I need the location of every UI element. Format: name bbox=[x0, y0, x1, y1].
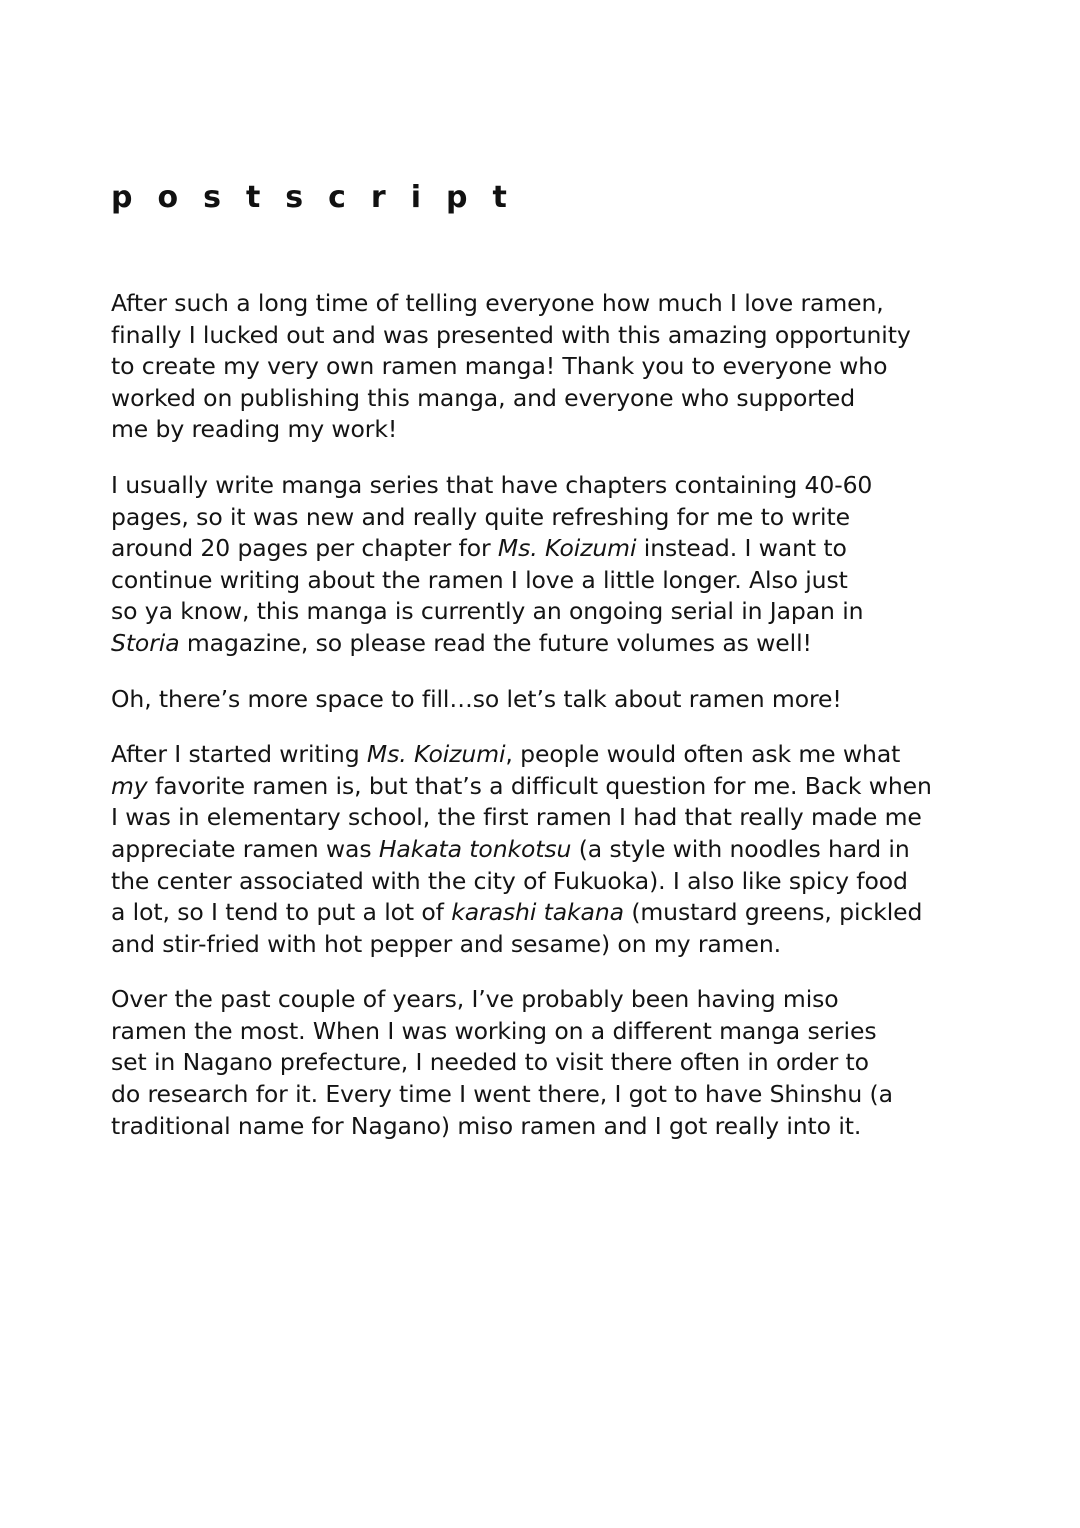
text-line bbox=[111, 596, 991, 628]
text-segment: After such a long time of telling everyone how much I love ramen, bbox=[111, 289, 884, 317]
text-segment: , people would often ask me what bbox=[505, 740, 901, 769]
text-segment: set in Nagano prefecture, I needed to visit there often in order to bbox=[111, 1048, 869, 1077]
text-segment: (mustard greens, pickled bbox=[623, 898, 923, 927]
text-line bbox=[111, 739, 991, 771]
text-segment: a lot, so I tend to put a lot of bbox=[111, 898, 452, 927]
text-segment: continue writing about the ramen I love a little longer. Also just bbox=[111, 565, 848, 594]
text-line bbox=[111, 565, 991, 597]
body-text bbox=[111, 288, 991, 1142]
text-line bbox=[111, 834, 991, 866]
text-line bbox=[111, 351, 991, 383]
text-line bbox=[111, 1111, 991, 1143]
text-segment: finally I lucked out and was presented with this amazing opportunity bbox=[111, 320, 911, 349]
italic-text: Storia bbox=[111, 628, 180, 657]
text-line bbox=[111, 288, 991, 320]
paragraph bbox=[111, 470, 991, 660]
text-segment: me by reading my work! bbox=[111, 415, 398, 444]
text-segment: so ya know, this manga is currently an ongoing serial in Japan in bbox=[111, 597, 864, 626]
text-line bbox=[111, 383, 991, 415]
text-line bbox=[111, 533, 991, 565]
text-line bbox=[111, 984, 991, 1016]
text-line bbox=[111, 502, 991, 534]
text-line bbox=[111, 628, 991, 660]
text-segment: ramen the most. When I was working on a different manga series bbox=[111, 1016, 877, 1045]
paragraph bbox=[111, 984, 991, 1142]
italic-text: karashi takana bbox=[451, 898, 624, 927]
text-segment: instead. I want to bbox=[636, 534, 847, 563]
text-segment: and stir-fried with hot pepper and sesame) on my ramen. bbox=[111, 929, 781, 958]
text-line bbox=[111, 1079, 991, 1111]
text-segment: I was in elementary school, the first ramen I had that really made me bbox=[111, 803, 922, 832]
text-segment: around 20 pages per chapter for bbox=[111, 534, 498, 563]
text-line bbox=[111, 684, 991, 716]
text-segment: pages, so it was new and really quite refreshing for me to write bbox=[111, 502, 850, 531]
text-segment: Oh, there’s more space to fill…so let’s talk about ramen more! bbox=[111, 684, 842, 713]
text-line bbox=[111, 802, 991, 834]
text-segment: favorite ramen is, but that’s a difficult question for me. Back when bbox=[147, 771, 932, 800]
page-title: postscript bbox=[111, 180, 532, 215]
text-segment: the center associated with the city of Fukuoka). I also like spicy food bbox=[111, 866, 908, 895]
text-line bbox=[111, 1016, 991, 1048]
text-line bbox=[111, 929, 991, 961]
text-segment: appreciate ramen was bbox=[111, 834, 379, 863]
text-line bbox=[111, 771, 991, 803]
text-line bbox=[111, 897, 991, 929]
postscript-page bbox=[111, 178, 991, 1166]
text-segment: traditional name for Nagano) miso ramen and I got really into it. bbox=[111, 1111, 862, 1140]
text-line bbox=[111, 414, 991, 446]
text-segment: (a style with noodles hard in bbox=[571, 834, 910, 863]
text-segment: After I started writing bbox=[111, 740, 367, 769]
paragraph bbox=[111, 684, 991, 716]
text-line bbox=[111, 866, 991, 898]
text-line bbox=[111, 1047, 991, 1079]
paragraph bbox=[111, 739, 991, 960]
text-segment: I usually write manga series that have chapters containing 40-60 bbox=[111, 470, 873, 499]
italic-text: Ms. Koizumi bbox=[497, 534, 637, 563]
text-segment: magazine, so please read the future volumes as well! bbox=[179, 628, 812, 657]
text-line bbox=[111, 320, 991, 352]
text-segment: worked on publishing this manga, and everyone who supported bbox=[111, 383, 856, 412]
italic-text: Hakata tonkotsu bbox=[378, 834, 572, 863]
italic-text: Ms. Koizumi bbox=[366, 740, 506, 769]
text-segment: do research for it. Every time I went there, I got to have Shinshu (a bbox=[111, 1080, 893, 1109]
paragraph bbox=[111, 288, 991, 446]
text-line bbox=[111, 470, 991, 502]
text-segment: Over the past couple of years, I’ve probably been having miso bbox=[111, 985, 839, 1014]
italic-text: my bbox=[111, 771, 148, 800]
text-segment: to create my very own ramen manga! Thank you to everyone who bbox=[111, 352, 888, 381]
